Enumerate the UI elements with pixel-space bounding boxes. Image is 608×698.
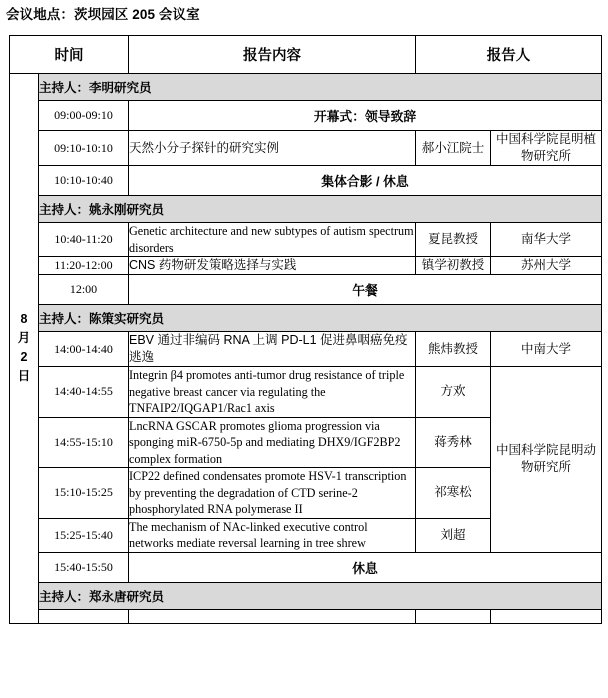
table-row	[10, 131, 602, 166]
table-row	[10, 257, 602, 275]
row-org: 中南大学	[491, 332, 602, 367]
row-org: 南华大学	[491, 223, 602, 257]
row-topic: CNS 药物研发策略选择与实践	[129, 257, 416, 275]
chair-label: 主持人：姚永刚研究员	[39, 196, 602, 223]
row-org: 中国科学院昆明动物研究所	[491, 367, 602, 553]
row-time: 14:55-15:10	[39, 417, 129, 468]
chair-row	[10, 74, 602, 101]
row-time: 15:10-15:25	[39, 468, 129, 519]
chair-row	[10, 582, 602, 609]
table-row	[10, 552, 602, 582]
chair-label: 主持人：李明研究员	[39, 74, 602, 101]
date-column-cell	[10, 74, 39, 624]
row-time: 14:40-14:55	[39, 367, 129, 418]
table-row	[10, 275, 602, 305]
row-org: 苏州大学	[491, 257, 602, 275]
row-time: 10:10-10:40	[39, 166, 129, 196]
chair-row	[10, 196, 602, 223]
date-label	[10, 308, 38, 388]
date-char-3: 日	[17, 369, 31, 384]
row-time: 15:40-15:50	[39, 552, 129, 582]
date-char-1: 月	[17, 331, 31, 346]
row-topic: Genetic architecture and new subtypes of autism spectrum disorders	[129, 224, 414, 255]
row-topic: 午餐	[129, 275, 602, 305]
table-row	[10, 101, 602, 131]
row-topic: ICP22 defined condensates promote HSV-1 transcription by preventing the degradation of CTD serine-2 phosphorylated RNA polymerase II	[129, 468, 416, 519]
row-org: 中国科学院昆明植物研究所	[491, 131, 602, 166]
row-time: 14:00-14:40	[39, 332, 129, 367]
row-org	[491, 609, 602, 623]
row-topic: Integrin β4 promotes anti-tumor drug resistance of triple negative breast cancer via regulating the TNFAIP2/IQGAP1/Rac1 axis	[129, 367, 416, 418]
table-row	[10, 367, 602, 418]
row-speaker	[416, 609, 491, 623]
chair-label: 主持人：郑永唐研究员	[39, 582, 602, 609]
row-speaker: 熊炜教授	[416, 332, 491, 367]
row-topic: The mechanism of NAc-linked executive control networks mediate reversal learning in tree shrew	[129, 518, 416, 552]
header-speaker: 报告人	[416, 36, 602, 74]
row-speaker: 夏昆教授	[416, 223, 491, 257]
row-topic: 休息	[129, 552, 602, 582]
row-speaker: 镇学初教授	[416, 257, 491, 275]
table-row-partial	[10, 609, 602, 623]
chair-row	[10, 305, 602, 332]
row-time: 15:25-15:40	[39, 518, 129, 552]
row-time: 11:20-12:00	[39, 257, 129, 275]
table-row	[10, 166, 602, 196]
row-speaker: 蒋秀林	[416, 417, 491, 468]
date-char-2: 2	[20, 350, 28, 365]
row-time: 12:00	[39, 275, 129, 305]
table-row	[10, 332, 602, 367]
row-topic: EBV 通过非编码 RNA 上调 PD-L1 促进鼻咽癌免疫逃逸	[129, 332, 416, 367]
row-topic: LncRNA GSCAR promotes glioma progression via sponging miR-6750-5p and mediating DHX9/IGF2BP2 complex formation	[129, 417, 416, 468]
header-time: 时间	[10, 36, 129, 74]
row-time: 09:10-10:10	[39, 131, 129, 166]
row-time: 09:00-09:10	[39, 101, 129, 131]
date-char-0: 8	[20, 312, 28, 327]
header-topic: 报告内容	[129, 36, 416, 74]
row-topic: 天然小分子探针的研究实例	[129, 131, 416, 166]
row-topic	[129, 609, 416, 623]
conference-schedule-table	[9, 35, 602, 624]
row-speaker: 祁寒松	[416, 468, 491, 519]
chair-label: 主持人：陈策实研究员	[39, 305, 602, 332]
row-speaker: 郝小江院士	[416, 131, 491, 166]
table-header-row	[10, 36, 602, 74]
row-time: 10:40-11:20	[39, 223, 129, 257]
row-speaker: 刘超	[416, 518, 491, 552]
page-title: 会议地点：茨坝园区 205 会议室	[6, 7, 200, 22]
row-topic: 集体合影 / 休息	[129, 166, 602, 196]
schedule-body	[10, 36, 602, 624]
row-time	[39, 609, 129, 623]
row-topic: 开幕式：领导致辞	[129, 101, 602, 131]
row-speaker: 方欢	[416, 367, 491, 418]
table-row	[10, 223, 602, 257]
